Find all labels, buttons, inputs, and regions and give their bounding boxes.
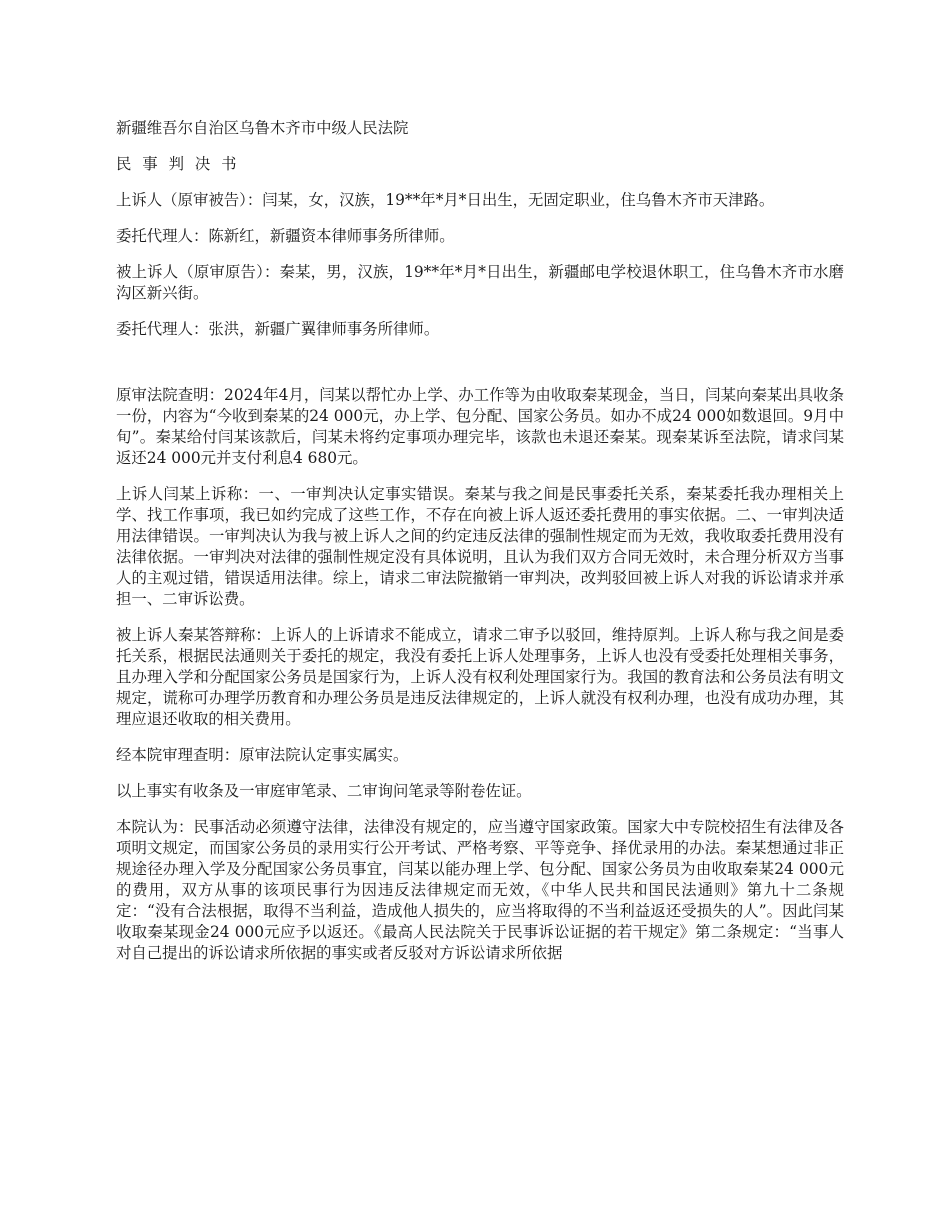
court-name: 新疆维吾尔自治区乌鲁木齐市中级人民法院 (116, 119, 409, 137)
paragraph-defense: 被上诉人秦某答辩称：上诉人的上诉请求不能成立，请求二审予以驳回，维持原判。上诉人称与我之间是委托关系，根据民法通则关于委托的规定，我没有委托上诉人处理事务，上诉人也没有受委托处理相关事务，且办理入学和分配国家公务员是国家行为，上诉人没有权利处理国家行为。我国的教育法和公务员法有明文规定，谎称可办理学历教育和办理公务员是违反法律规定的，上诉人就没有权利办理，也没有成功办理，其理应退还收取的相关费用。 (116, 626, 844, 728)
document-type: 民 事 判 决 书 (116, 155, 240, 173)
appellant-agent: 委托代理人：陈新红，新疆资本律师事务所律师。 (116, 227, 455, 245)
paragraph-evidence: 以上事实有收条及一审庭审笔录、二审询问笔录等附卷佐证。 (116, 782, 532, 800)
paragraph-appeal-grounds: 上诉人闫某上诉称：一、一审判决认定事实错误。秦某与我之间是民事委托关系，秦某委托我办理相关上学、找工作事项，我已如约完成了这些工作，不存在向被上诉人返还委托费用的事实依据。二、一审判决适用法律错误。一审判决认为我与被上诉人之间的约定违反法律的强制性规定而为无效，我收取委托费用没有法律依据。一审判决对法律的强制性规定没有具体说明，且认为我们双方合同无效时，未合理分析双方当事人的主观过错，错误适用法律。综上，请求二审法院撤销一审判决，改判驳回被上诉人对我的诉讼请求并承担一、二审诉讼费。 (116, 485, 844, 608)
paragraph-court-finding: 经本院审理查明：原审法院认定事实属实。 (116, 746, 409, 764)
appellee-agent: 委托代理人：张洪，新疆广翼律师事务所律师。 (116, 320, 440, 338)
paragraph-court-opinion: 本院认为：民事活动必须遵守法律，法律没有规定的，应当遵守国家政策。国家大中专院校招生有法律及各项明文规定，而国家公务员的录用实行公开考试、严格考察、平等竞争、择优录用的办法。秦某想通过非正规途径办理入学及分配国家公务员事宜，闫某以能办理上学、包分配、国家公务员为由收取秦某24 000元的费用，双方从事的该项民事行为因违反法律规定而无效，《中华人民共和国民法通则》第九十二条规定：“没有合法根据，取得不当利益，造成他人损失的，应当将取得的不当利益返还受损失的人”。因此闫某收取秦某现金24 000元应予以返还。《最高人民法院关于民事诉讼证据的若干规定》第二条规定：“当事人对自己提出的诉讼请求所依据的事实或者反驳对方诉讼请求所依据 (116, 818, 844, 962)
appellant-info: 上诉人（原审被告）：闫某，女，汉族，19**年*月*日出生，无固定职业，住乌鲁木齐市天津路。 (116, 191, 775, 209)
paragraph-original-findings: 原审法院查明：2024年4月，闫某以帮忙办上学、办工作等为由收取秦某现金，当日，闫某向秦某出具收条一份，内容为“今收到秦某的24 000元，办上学、包分配、国家公务员。如办不成24 000如数退回。9月中旬”。秦某给付闫某该款后，闫某未将约定事项办理完毕，该款也未退还秦某。现秦某诉至法院，请求闫某返还24 000元并支付利息4 680元。 (116, 386, 844, 467)
blank-spacer (116, 355, 844, 385)
judgment-document (116, 118, 844, 979)
appellee-info: 被上诉人（原审原告）：秦某，男，汉族，19**年*月*日出生，新疆邮电学校退休职工，住乌鲁木齐市水磨沟区新兴街。 (116, 263, 844, 302)
